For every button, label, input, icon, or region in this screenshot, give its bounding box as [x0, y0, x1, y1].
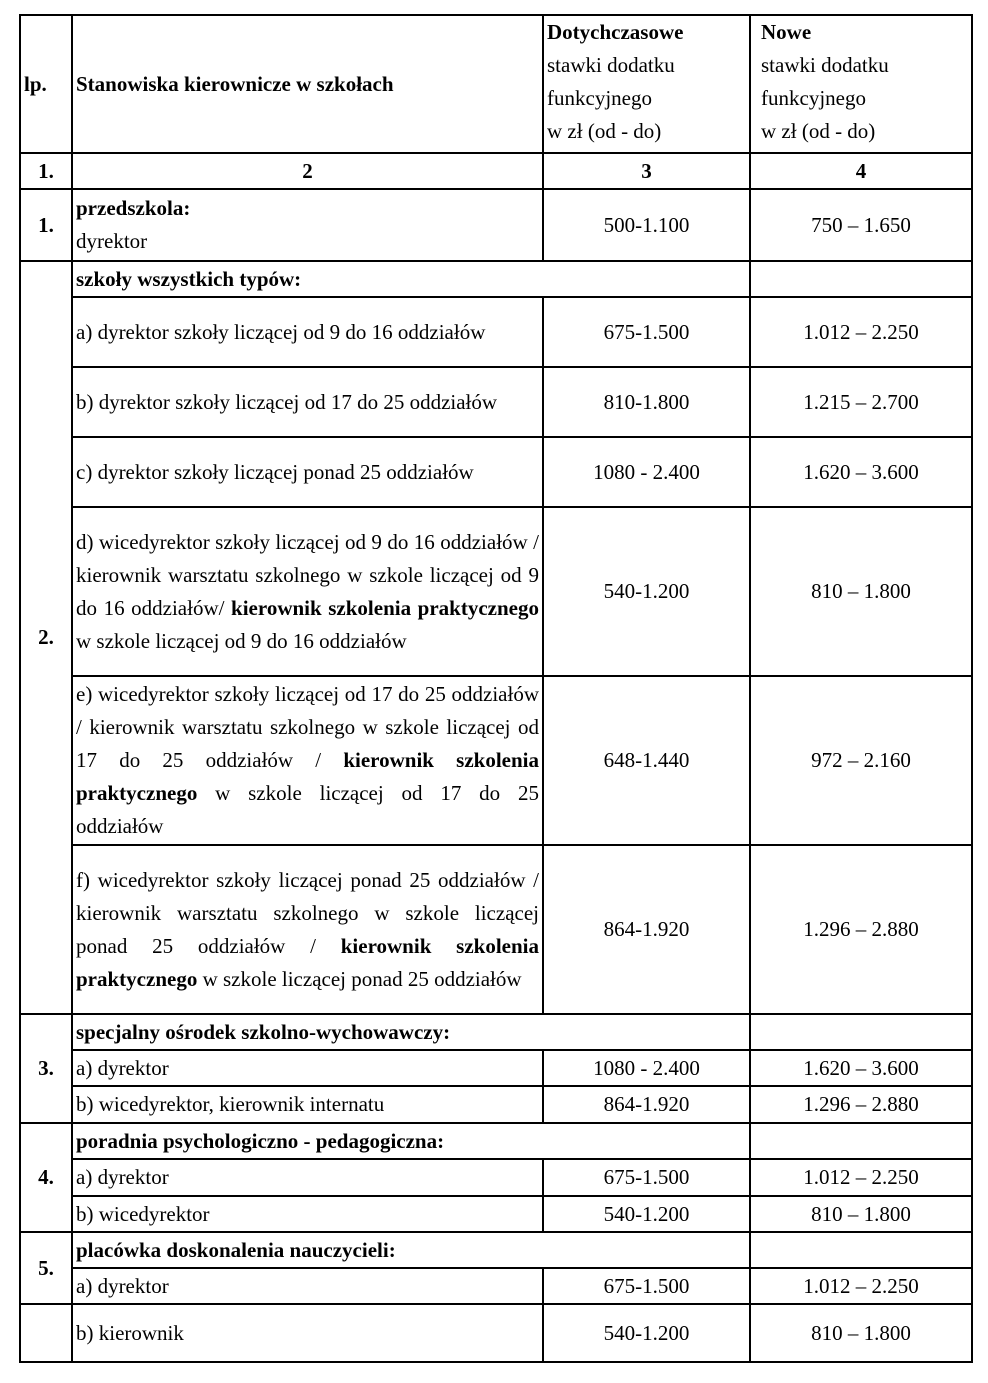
column-number: 3 — [543, 153, 750, 189]
header-new-rates — [750, 15, 972, 153]
row-description: a) dyrektor — [72, 1159, 543, 1196]
current-rate: 1080 - 2.400 — [543, 1050, 750, 1086]
table-row — [20, 507, 972, 676]
empty-cell — [750, 1014, 972, 1050]
column-number: 1. — [20, 153, 72, 189]
table-row — [20, 1050, 972, 1086]
new-rate: 1.012 – 2.250 — [750, 1268, 972, 1304]
row-description: c) dyrektor szkoły liczącej ponad 25 oddziałów — [72, 437, 543, 507]
section-title: szkoły wszystkich typów: — [72, 261, 750, 297]
header-new-title: Nowe — [761, 20, 812, 44]
section-title-row — [20, 1014, 972, 1050]
header-current-line: funkcyjnego — [547, 86, 652, 110]
new-rate: 810 – 1.800 — [750, 1196, 972, 1232]
table-row — [20, 1268, 972, 1304]
table-row — [20, 676, 972, 845]
new-rate: 1.620 – 3.600 — [750, 1050, 972, 1086]
row-description: b) wicedyrektor — [72, 1196, 543, 1232]
column-number: 2 — [72, 153, 543, 189]
current-rate: 540-1.200 — [543, 507, 750, 676]
section-title: placówka doskonalenia nauczycieli: — [72, 1232, 750, 1268]
new-rate: 1.296 – 2.880 — [750, 1086, 972, 1123]
row-text-bold: kierownik szkolenia praktycznego — [76, 748, 540, 805]
new-rate: 1.012 – 2.250 — [750, 297, 972, 367]
section-number: 2. — [20, 261, 72, 1014]
table-row — [20, 437, 972, 507]
current-rate: 864-1.920 — [543, 1086, 750, 1123]
table-row — [20, 189, 972, 261]
section-title-row — [20, 1232, 972, 1268]
row-text: e) wicedyrektor szkoły liczącej od 17 do 25 oddziałów / kierownik warsztatu szkolnego w szkole liczącej od 17 do 25 oddziałów / — [76, 682, 539, 772]
table-row — [20, 1159, 972, 1196]
current-rate: 540-1.200 — [543, 1196, 750, 1232]
empty-cell — [750, 1232, 972, 1268]
header-positions: Stanowiska kierownicze w szkołach — [72, 15, 543, 153]
row-text: w szkole liczącej od 17 do 25 oddziałów — [76, 781, 539, 838]
row-description: a) dyrektor szkoły liczącej od 9 do 16 oddziałów — [72, 297, 543, 367]
table-row — [20, 1196, 972, 1232]
header-current-line: stawki dodatku — [547, 53, 675, 77]
table-row — [20, 845, 972, 1014]
table-row — [20, 1304, 972, 1362]
header-current-rates — [543, 15, 750, 153]
row-description: a) dyrektor — [72, 1268, 543, 1304]
allowance-table — [19, 14, 973, 1363]
new-rate: 750 – 1.650 — [750, 189, 972, 261]
section-number: 5. — [20, 1232, 72, 1304]
new-rate: 1.620 – 3.600 — [750, 437, 972, 507]
header-current-title: Dotychczasowe — [547, 20, 684, 44]
empty-number-cell — [20, 1304, 72, 1362]
row-description: b) kierownik — [72, 1304, 543, 1362]
row-text: w szkole liczącej ponad 25 oddziałów — [197, 966, 522, 991]
empty-cell — [750, 1123, 972, 1159]
row-description: b) dyrektor szkoły liczącej od 17 do 25 oddziałów — [72, 367, 543, 437]
column-number-row — [20, 153, 972, 189]
section-number: 1. — [20, 189, 72, 261]
row-text-bold: kierownik szkolenia praktycznego — [76, 933, 539, 991]
row-text-bold: kierownik szkolenia praktycznego — [231, 595, 539, 620]
table-row — [20, 1086, 972, 1123]
current-rate: 810-1.800 — [543, 367, 750, 437]
current-rate: 864-1.920 — [543, 845, 750, 1014]
section-number: 3. — [20, 1014, 72, 1123]
current-rate: 500-1.100 — [543, 189, 750, 261]
role-label: dyrektor — [76, 229, 148, 253]
section-title: specjalny ośrodek szkolno-wychowawczy: — [72, 1014, 750, 1050]
section-title: poradnia psychologiczno - pedagogiczna: — [72, 1123, 750, 1159]
row-description — [72, 845, 543, 1014]
row-description — [72, 507, 543, 676]
new-rate: 810 – 1.800 — [750, 1304, 972, 1362]
current-rate: 648-1.440 — [543, 676, 750, 845]
header-new-line: w zł (od - do) — [761, 119, 876, 143]
section-number: 4. — [20, 1123, 72, 1232]
current-rate: 675-1.500 — [543, 1268, 750, 1304]
new-rate: 1.296 – 2.880 — [750, 845, 972, 1014]
current-rate: 540-1.200 — [543, 1304, 750, 1362]
header-lp: lp. — [20, 15, 72, 153]
new-rate: 810 – 1.800 — [750, 507, 972, 676]
header-current-line: w zł (od - do) — [547, 119, 662, 143]
new-rate: 1.012 – 2.250 — [750, 1159, 972, 1196]
row-text: f) wicedyrektor szkoły liczącej ponad 25 oddziałów / kierownik warsztatu szkolnego w szkole liczącej ponad 25 oddziałów / — [76, 867, 539, 958]
table-row — [20, 297, 972, 367]
section-title-row — [20, 261, 972, 297]
current-rate: 675-1.500 — [543, 1159, 750, 1196]
empty-cell — [750, 261, 972, 297]
table-row — [20, 367, 972, 437]
header-new-line: stawki dodatku — [761, 53, 889, 77]
table-header-row — [20, 15, 972, 153]
column-number: 4 — [750, 153, 972, 189]
current-rate: 1080 - 2.400 — [543, 437, 750, 507]
header-new-line: funkcyjnego — [761, 86, 866, 110]
new-rate: 972 – 2.160 — [750, 676, 972, 845]
section-title: przedszkola: — [76, 196, 191, 220]
row-text: w szkole liczącej od 9 do 16 oddziałów — [76, 628, 407, 653]
new-rate: 1.215 – 2.700 — [750, 367, 972, 437]
row-text: d) wicedyrektor szkoły liczącej od 9 do 16 oddziałów / kierownik warsztatu szkolnego w szkole liczącej od 9 do 16 oddziałów/ — [76, 529, 539, 620]
row-description: a) dyrektor — [72, 1050, 543, 1086]
row-description — [72, 676, 543, 845]
row-description — [72, 189, 543, 261]
section-title-row — [20, 1123, 972, 1159]
row-description: b) wicedyrektor, kierownik internatu — [72, 1086, 543, 1123]
current-rate: 675-1.500 — [543, 297, 750, 367]
